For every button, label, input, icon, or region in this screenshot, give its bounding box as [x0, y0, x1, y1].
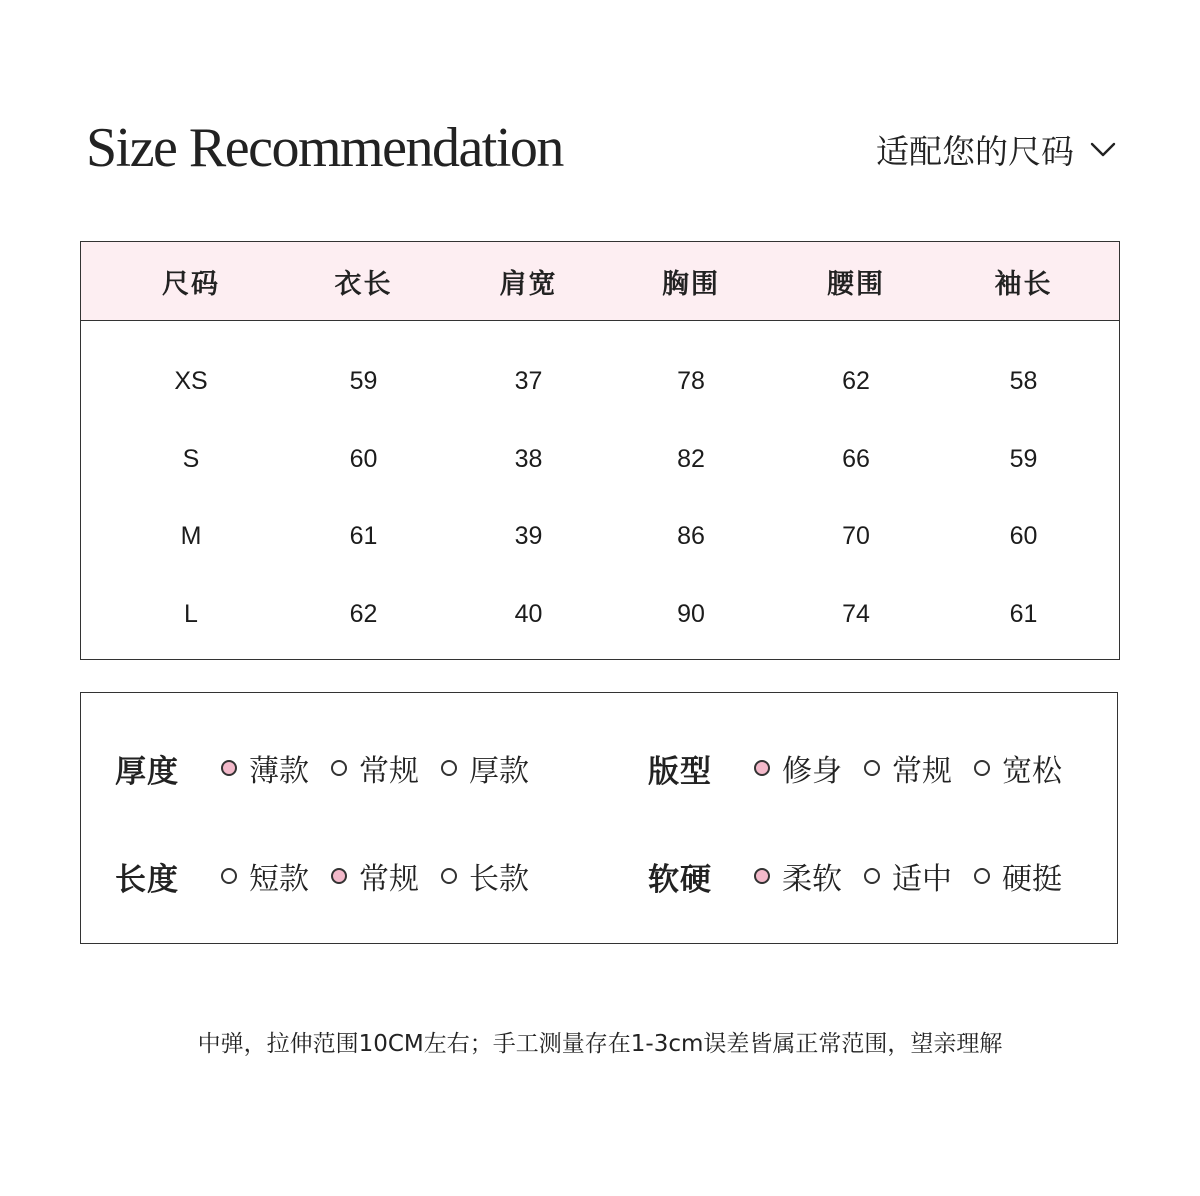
- table-cell: 82: [677, 444, 705, 473]
- option-short[interactable]: [221, 854, 309, 898]
- option-slim[interactable]: [754, 746, 842, 790]
- option-label: 常规: [359, 862, 419, 897]
- option-loose[interactable]: [974, 746, 1062, 790]
- table-cell: 61: [1009, 599, 1038, 628]
- radio-selected-icon: [754, 868, 770, 884]
- option-label: 厚款: [469, 754, 529, 789]
- table-cell: 70: [842, 522, 870, 551]
- radio-icon: [221, 868, 237, 884]
- page-title: Size Recommendation: [86, 117, 563, 179]
- table-header: [81, 242, 1119, 321]
- table-cell: 66: [842, 444, 870, 473]
- column-header-size: 尺码: [162, 268, 220, 300]
- attribute-softness: [648, 851, 1062, 901]
- table-cell: S: [182, 444, 200, 473]
- table-cell: 40: [514, 599, 543, 628]
- option-label: 常规: [892, 754, 952, 789]
- attribute-length: [115, 851, 529, 901]
- table-cell: 60: [1009, 522, 1038, 551]
- table-cell: XS: [174, 367, 208, 396]
- attribute-label: 软硬: [648, 861, 712, 898]
- fabric-attributes-panel: [80, 692, 1118, 944]
- radio-icon: [974, 868, 990, 884]
- attribute-label: 厚度: [115, 753, 179, 790]
- option-label: 薄款: [249, 754, 309, 789]
- table-cell: 62: [842, 367, 870, 396]
- table-cell: 58: [1009, 367, 1038, 396]
- chevron-down-icon: [1088, 134, 1118, 164]
- table-row: [81, 576, 1119, 654]
- radio-icon: [331, 760, 347, 776]
- attribute-thickness: [115, 743, 529, 793]
- option-thick[interactable]: [441, 746, 529, 790]
- option-soft[interactable]: [754, 854, 842, 898]
- radio-selected-icon: [221, 760, 237, 776]
- column-header-chest: 胸围: [662, 268, 720, 300]
- column-header-shoulder: 肩宽: [499, 268, 558, 300]
- attribute-label: 长度: [115, 861, 179, 898]
- option-label: 宽松: [1002, 754, 1062, 789]
- measurement-note: 中弹，拉伸范围10CM左右；手工测量存在1-3cm误差皆属正常范围，望亲理解: [197, 1031, 1003, 1057]
- size-recommendation-dropdown[interactable]: [876, 124, 1118, 174]
- table-row: [81, 421, 1119, 499]
- option-stiff[interactable]: [974, 854, 1062, 898]
- radio-selected-icon: [331, 868, 347, 884]
- table-body: [81, 321, 1119, 653]
- table-cell: 78: [677, 367, 705, 396]
- radio-icon: [974, 760, 990, 776]
- table-cell: 39: [514, 522, 543, 551]
- option-label: 常规: [359, 754, 419, 789]
- option-long[interactable]: [441, 854, 529, 898]
- option-label: 短款: [249, 862, 309, 897]
- attribute-label: 版型: [648, 753, 712, 790]
- option-label: 硬挺: [1002, 862, 1062, 897]
- table-cell: 60: [349, 444, 378, 473]
- column-header-sleeve: 袖长: [994, 268, 1053, 300]
- option-regular[interactable]: [331, 746, 419, 790]
- size-link-label: 适配您的尺码: [876, 131, 1074, 171]
- radio-icon: [864, 760, 880, 776]
- radio-icon: [441, 760, 457, 776]
- option-label: 修身: [782, 754, 842, 789]
- table-cell: M: [180, 522, 202, 551]
- option-label: 长款: [469, 862, 529, 897]
- table-cell: 59: [1009, 444, 1038, 473]
- option-regular[interactable]: [331, 854, 419, 898]
- column-header-waist: 腰围: [827, 268, 885, 300]
- table-cell: 86: [677, 522, 705, 551]
- table-cell: L: [184, 599, 198, 628]
- table-cell: 38: [514, 444, 543, 473]
- radio-icon: [441, 868, 457, 884]
- table-cell: 62: [349, 599, 378, 628]
- table-cell: 90: [677, 599, 705, 628]
- size-table: [80, 241, 1120, 660]
- table-cell: 61: [349, 522, 378, 551]
- table-row: [81, 343, 1119, 421]
- table-cell: 37: [514, 367, 543, 396]
- option-thin[interactable]: [221, 746, 309, 790]
- option-label: 柔软: [782, 862, 842, 897]
- radio-selected-icon: [754, 760, 770, 776]
- option-medium[interactable]: [864, 854, 952, 898]
- option-label: 适中: [892, 862, 952, 897]
- table-cell: 59: [349, 367, 378, 396]
- radio-icon: [864, 868, 880, 884]
- column-header-length: 衣长: [334, 268, 393, 300]
- option-regular[interactable]: [864, 746, 952, 790]
- table-cell: 74: [842, 599, 870, 628]
- table-row: [81, 498, 1119, 576]
- attribute-fit: [648, 743, 1062, 793]
